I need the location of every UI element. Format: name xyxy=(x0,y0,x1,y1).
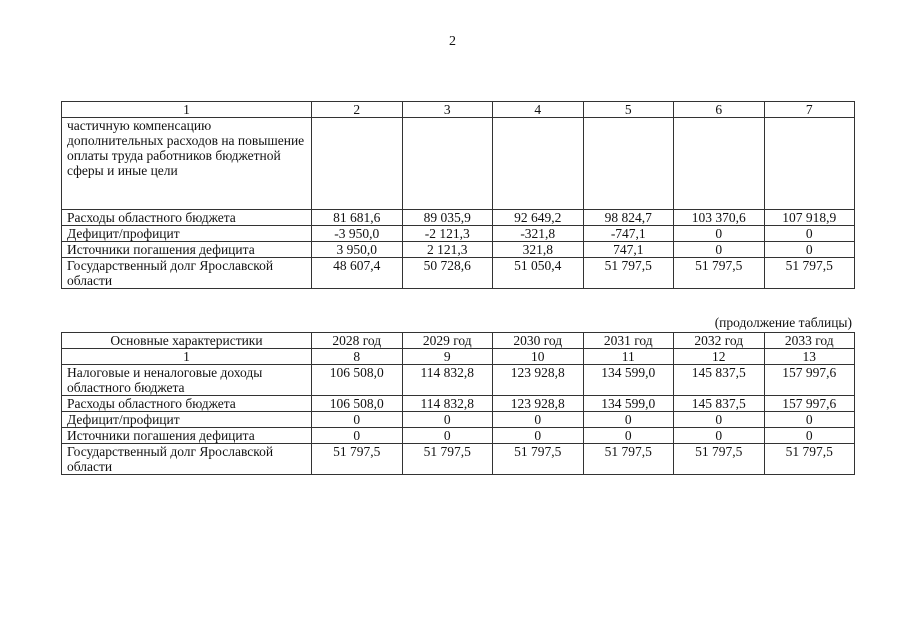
cell-value: 51 050,4 xyxy=(493,258,584,289)
column-number: 1 xyxy=(62,102,312,118)
cell-value: 2 121,3 xyxy=(402,242,493,258)
column-number: 11 xyxy=(583,349,674,365)
cell-value: 51 797,5 xyxy=(674,258,765,289)
row-label: Государственный долг Ярославской области xyxy=(62,444,312,475)
column-number: 5 xyxy=(583,102,674,118)
cell-value: 0 xyxy=(764,412,855,428)
cell-value: 0 xyxy=(402,412,493,428)
cell-value: 51 797,5 xyxy=(583,258,674,289)
cell-value xyxy=(493,118,584,210)
cell-value xyxy=(402,118,493,210)
cell-value: 0 xyxy=(674,412,765,428)
column-number: 4 xyxy=(493,102,584,118)
cell-value: 106 508,0 xyxy=(312,396,403,412)
column-number-row xyxy=(62,349,855,365)
cell-value: 321,8 xyxy=(493,242,584,258)
cell-value: -3 950,0 xyxy=(312,226,403,242)
column-header: 2029 год xyxy=(402,333,493,349)
table-row xyxy=(62,365,855,396)
table-row xyxy=(62,396,855,412)
cell-value: 0 xyxy=(402,428,493,444)
cell-value: 157 997,6 xyxy=(764,396,855,412)
cell-value: 0 xyxy=(764,242,855,258)
cell-value: 0 xyxy=(764,428,855,444)
cell-value: 134 599,0 xyxy=(583,396,674,412)
cell-value: 0 xyxy=(493,428,584,444)
cell-value: 114 832,8 xyxy=(402,365,493,396)
cell-value: -2 121,3 xyxy=(402,226,493,242)
column-number: 12 xyxy=(674,349,765,365)
column-header: 2033 год xyxy=(764,333,855,349)
row-label: Дефицит/профицит xyxy=(62,412,312,428)
cell-value: 107 918,9 xyxy=(764,210,855,226)
column-number: 13 xyxy=(764,349,855,365)
cell-value: -747,1 xyxy=(583,226,674,242)
row-label: Налоговые и неналоговые доходы областного бюджета xyxy=(62,365,312,396)
column-number-row xyxy=(62,102,855,118)
cell-value: 0 xyxy=(583,412,674,428)
row-label: Источники погашения дефицита xyxy=(62,242,312,258)
table-row xyxy=(62,242,855,258)
cell-value: 114 832,8 xyxy=(402,396,493,412)
cell-value: -321,8 xyxy=(493,226,584,242)
cell-value: 0 xyxy=(583,428,674,444)
cell-value xyxy=(312,118,403,210)
cell-value: 50 728,6 xyxy=(402,258,493,289)
column-number: 6 xyxy=(674,102,765,118)
row-label: частичную компенсацию дополнительных расходов на повышение оплаты труда работников бюджетной сферы и иные цели xyxy=(62,118,312,210)
cell-value: 0 xyxy=(312,412,403,428)
table-row xyxy=(62,118,855,210)
column-header: 2031 год xyxy=(583,333,674,349)
table-row xyxy=(62,412,855,428)
cell-value: 123 928,8 xyxy=(493,396,584,412)
cell-value: 51 797,5 xyxy=(312,444,403,475)
cell-value xyxy=(674,118,765,210)
cell-value: 123 928,8 xyxy=(493,365,584,396)
budget-table-part-2 xyxy=(61,332,855,475)
cell-value: 51 797,5 xyxy=(402,444,493,475)
cell-value: 51 797,5 xyxy=(583,444,674,475)
table-row xyxy=(62,210,855,226)
cell-value: 0 xyxy=(674,226,765,242)
page-number: 2 xyxy=(449,34,456,49)
column-number: 1 xyxy=(62,349,312,365)
column-number: 10 xyxy=(493,349,584,365)
header-row xyxy=(62,333,855,349)
cell-value: 134 599,0 xyxy=(583,365,674,396)
cell-value: 0 xyxy=(312,428,403,444)
cell-value: 92 649,2 xyxy=(493,210,584,226)
row-label: Источники погашения дефицита xyxy=(62,428,312,444)
column-number: 3 xyxy=(402,102,493,118)
cell-value: 89 035,9 xyxy=(402,210,493,226)
cell-value: 51 797,5 xyxy=(493,444,584,475)
cell-value: 145 837,5 xyxy=(674,365,765,396)
column-header: Основные характеристики xyxy=(62,333,312,349)
column-header: 2028 год xyxy=(312,333,403,349)
column-number: 7 xyxy=(764,102,855,118)
cell-value: 51 797,5 xyxy=(764,258,855,289)
cell-value: 51 797,5 xyxy=(764,444,855,475)
cell-value: 145 837,5 xyxy=(674,396,765,412)
cell-value: 0 xyxy=(674,242,765,258)
column-number: 8 xyxy=(312,349,403,365)
column-header: 2030 год xyxy=(493,333,584,349)
cell-value: 0 xyxy=(493,412,584,428)
cell-value: 3 950,0 xyxy=(312,242,403,258)
cell-value: 106 508,0 xyxy=(312,365,403,396)
cell-value: 98 824,7 xyxy=(583,210,674,226)
column-header: 2032 год xyxy=(674,333,765,349)
column-number: 2 xyxy=(312,102,403,118)
cell-value: 103 370,6 xyxy=(674,210,765,226)
row-label: Расходы областного бюджета xyxy=(62,396,312,412)
cell-value: 0 xyxy=(674,428,765,444)
cell-value: 51 797,5 xyxy=(674,444,765,475)
cell-value: 81 681,6 xyxy=(312,210,403,226)
cell-value xyxy=(583,118,674,210)
table-row xyxy=(62,444,855,475)
column-number: 9 xyxy=(402,349,493,365)
row-label: Государственный долг Ярославской области xyxy=(62,258,312,289)
cell-value xyxy=(764,118,855,210)
table-row xyxy=(62,428,855,444)
cell-value: 0 xyxy=(764,226,855,242)
cell-value: 157 997,6 xyxy=(764,365,855,396)
row-label: Расходы областного бюджета xyxy=(62,210,312,226)
row-label: Дефицит/профицит xyxy=(62,226,312,242)
budget-table-part-1 xyxy=(61,101,855,289)
table-row xyxy=(62,226,855,242)
cell-value: 747,1 xyxy=(583,242,674,258)
cell-value: 48 607,4 xyxy=(312,258,403,289)
table-row xyxy=(62,258,855,289)
continuation-note: (продолжение таблицы) xyxy=(714,315,852,330)
